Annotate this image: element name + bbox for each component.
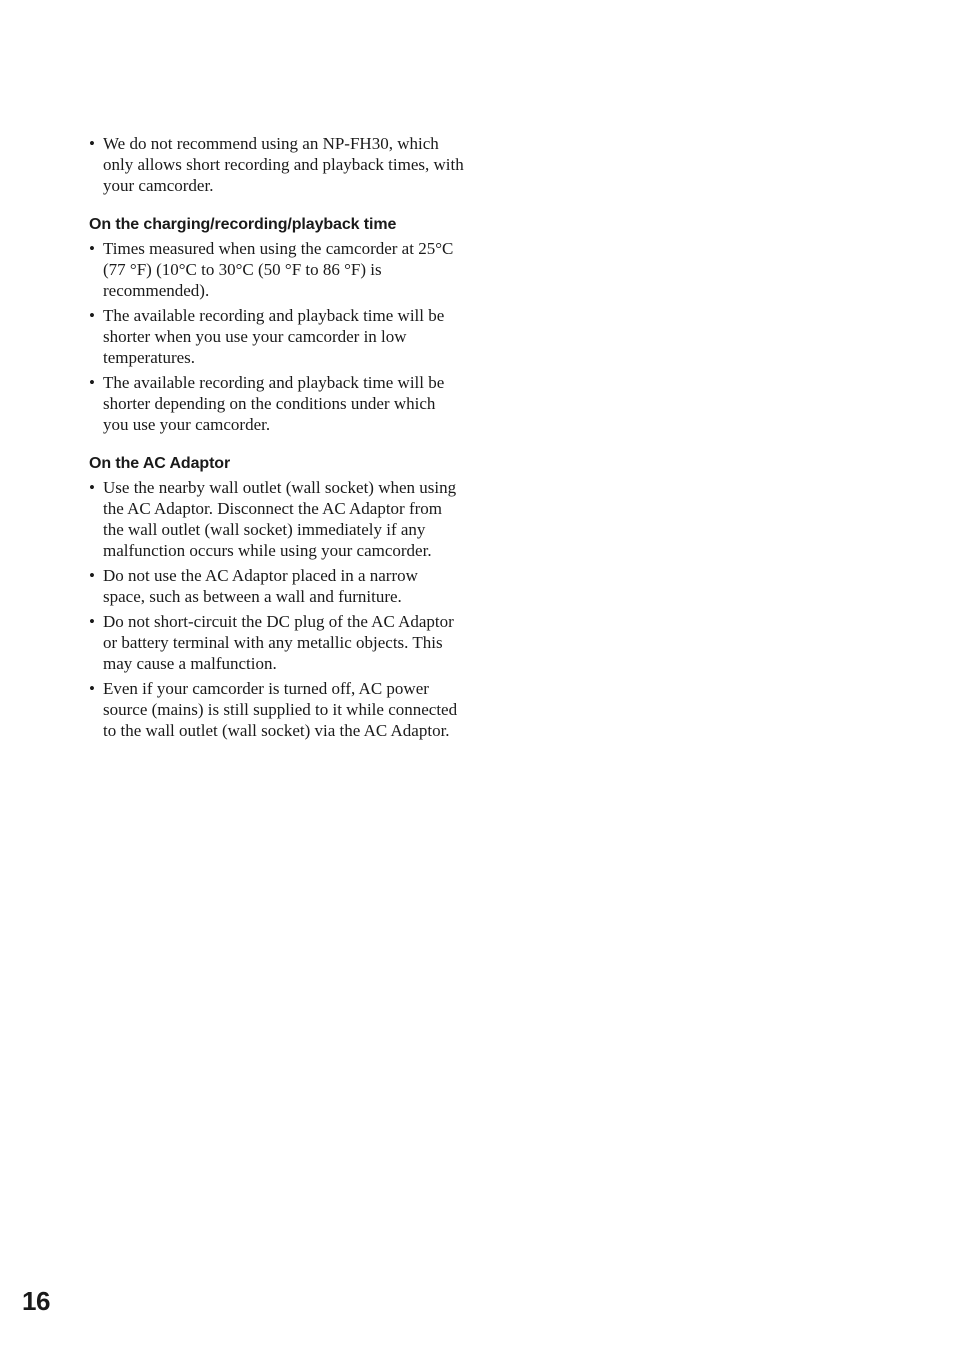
section-heading: On the AC Adaptor <box>89 455 231 472</box>
bullet-item: • Use the nearby wall outlet (wall socket) when using the AC Adaptor. Disconnect the AC Adaptor from the wall outlet (wall socket) immediately if any malfunction occurs while using your camcorder. <box>89 477 464 561</box>
bullet-item: • Do not use the AC Adaptor placed in a narrow space, such as between a wall and furniture. <box>89 565 464 607</box>
bullet-item: • We do not recommend using an NP-FH30, which only allows short recording and playback times, with your camcorder. <box>89 133 464 196</box>
bullet-item: • Do not short-circuit the DC plug of the AC Adaptor or battery terminal with any metallic objects. This may cause a malfunction. <box>89 611 464 674</box>
intro-bullet-list <box>89 133 464 196</box>
bullet-list <box>89 238 464 435</box>
section-charging-time <box>89 214 464 435</box>
bullet-item: • The available recording and playback time will be shorter depending on the conditions under which you use your camcorder. <box>89 372 464 435</box>
bullet-item: • Times measured when using the camcorder at 25°C (77 °F) (10°C to 30°C (50 °F to 86 °F) is recommended). <box>89 238 464 301</box>
section-heading: On the charging/recording/playback time <box>89 216 397 233</box>
bullet-list <box>89 477 464 741</box>
page-number: 16 <box>22 1286 50 1316</box>
bullet-item: • The available recording and playback time will be shorter when you use your camcorder in low temperatures. <box>89 305 464 368</box>
section-ac-adaptor <box>89 453 464 741</box>
main-column <box>89 133 464 745</box>
bullet-item: • Even if your camcorder is turned off, AC power source (mains) is still supplied to it while connected to the wall outlet (wall socket) via the AC Adaptor. <box>89 678 464 741</box>
